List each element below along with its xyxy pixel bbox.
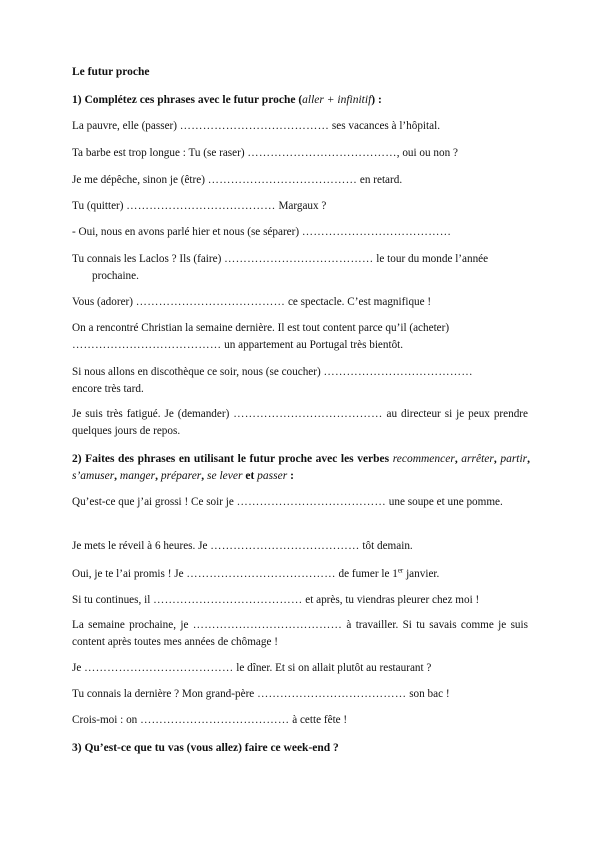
item-text: Je me dépêche, sinon je (être) — [72, 174, 208, 186]
exercise2-item-1 — [72, 494, 528, 511]
answer-blank[interactable]: ………………………………… — [247, 147, 397, 159]
exercise2-item-6 — [72, 660, 528, 677]
verb: se lever — [207, 470, 243, 482]
exercise1-item-3 — [72, 172, 528, 189]
answer-blank[interactable]: ………………………………… — [72, 339, 222, 351]
item-text: On a rencontré Christian la semaine dernière. Il est tout content parce qu’il (acheter) — [72, 322, 450, 334]
item-text: en retard. — [357, 174, 403, 186]
item-text: Tu (quitter) — [72, 200, 127, 212]
item-text: au directeur si je peux prendre quelques jours de repos. — [72, 408, 528, 437]
item-text: à cette fête ! — [289, 714, 348, 726]
item-text: Je mets le réveil à 6 heures. Je — [72, 540, 211, 552]
answer-blank[interactable]: ………………………………… — [186, 568, 336, 580]
exercise1-item-9 — [72, 364, 528, 398]
answer-blank[interactable]: ………………………………… — [179, 120, 330, 132]
exercise1-item-6 — [72, 251, 528, 285]
verb: arrêter — [461, 453, 494, 465]
section2-heading-end: : — [287, 470, 294, 482]
answer-blank[interactable]: ………………………………… — [257, 688, 407, 700]
exercise1-item-1 — [72, 118, 528, 135]
item-text: encore très tard. — [72, 383, 144, 395]
verb: partir — [500, 453, 528, 465]
verb: s’amuser — [72, 470, 115, 482]
section2-heading-and: et — [242, 470, 258, 482]
item-text-continued: prochaine. — [92, 270, 139, 282]
item-text: ce spectacle. C’est magnifique ! — [285, 296, 432, 308]
item-text: à travailler. Si tu savais comme je suis content après toutes mes années de chômage ! — [72, 619, 528, 648]
exercise2-item-7 — [72, 686, 528, 703]
exercise2-item-4 — [72, 592, 528, 609]
item-text: Ta barbe est trop longue : Tu (se raser) — [72, 147, 248, 159]
superscript: er — [397, 566, 404, 575]
answer-blank[interactable]: ………………………………… — [236, 496, 386, 508]
item-text: son bac ! — [406, 688, 450, 700]
exercise2-item-2 — [72, 538, 528, 555]
section1-heading-italic: aller + infinitif — [302, 94, 372, 106]
item-text: - Oui, nous en avons parlé hier et nous (se séparer) — [72, 226, 302, 238]
exercise2-item-3 — [72, 566, 528, 583]
exercise1-item-4 — [72, 198, 528, 215]
answer-blank[interactable]: ………………………………… — [126, 200, 276, 212]
section3-heading: 3) Qu’est-ce que tu vas (vous allez) faire ce week-end ? — [72, 742, 339, 754]
item-text: une soupe et une pomme. — [386, 496, 503, 508]
item-text: Si nous allons en discothèque ce soir, nous (se coucher) — [72, 366, 324, 378]
item-text: Margaux ? — [275, 200, 327, 212]
answer-blank[interactable]: ………………………………… — [210, 540, 360, 552]
exercise1-item-7 — [72, 294, 528, 311]
exercise2-item-8 — [72, 712, 528, 729]
answer-blank[interactable]: ………………………………… — [207, 174, 358, 186]
answer-blank[interactable]: ………………………………… — [140, 714, 290, 726]
verb: préparer — [160, 470, 202, 482]
exercise1-item-5 — [72, 224, 528, 241]
section2-heading-text: 2) Faites des phrases en utilisant le futur proche avec les verbes — [72, 453, 393, 465]
section1-heading-text: 1) Complétez ces phrases avec le futur proche ( — [72, 94, 303, 106]
item-text: Qu’est-ce que j’ai grossi ! Ce soir je — [72, 496, 237, 508]
item-text: janvier. — [403, 568, 440, 580]
section1-heading-end: ) : — [371, 94, 382, 106]
verb: recommencer — [392, 453, 455, 465]
item-text: Crois-moi : on — [72, 714, 141, 726]
item-text: de fumer le 1 — [335, 568, 398, 580]
item-text: Tu connais la dernière ? Mon grand-père — [72, 688, 258, 700]
item-text: La pauvre, elle (passer) — [72, 120, 180, 132]
page-title: Le futur proche — [72, 66, 150, 78]
answer-blank[interactable]: ………………………………… — [301, 226, 452, 238]
item-text: Si tu continues, il — [72, 594, 154, 606]
item-text: ses vacances à l’hôpital. — [329, 120, 441, 132]
item-text: Je suis très fatigué. Je (demander) — [72, 408, 234, 420]
answer-blank[interactable]: ………………………………… — [84, 662, 234, 674]
item-text: tôt demain. — [359, 540, 413, 552]
answer-blank[interactable]: ………………………………… — [224, 253, 374, 265]
item-text: Tu connais les Laclos ? Ils (faire) — [72, 253, 225, 265]
verb: passer — [257, 470, 288, 482]
exercise2-item-5 — [72, 617, 528, 651]
section1-heading — [72, 92, 530, 109]
answer-blank[interactable]: ………………………………… — [192, 619, 343, 631]
exercise1-item-10 — [72, 406, 528, 440]
answer-blank[interactable]: ………………………………… — [153, 594, 303, 606]
item-text: , oui ou non ? — [396, 147, 458, 159]
item-text: Oui, je te l’ai promis ! Je — [72, 568, 187, 580]
item-text: un appartement au Portugal très bientôt. — [221, 339, 404, 351]
answer-blank[interactable]: ………………………………… — [233, 408, 383, 420]
item-text: Vous (adorer) — [72, 296, 136, 308]
answer-blank[interactable]: ………………………………… — [323, 366, 473, 378]
item-text: La semaine prochaine, je — [72, 619, 193, 631]
verb: manger — [119, 470, 156, 482]
item-text: le dîner. Et si on allait plutôt au restaurant ? — [233, 662, 432, 674]
item-text: et après, tu viendras pleurer chez moi ! — [302, 594, 480, 606]
section2-heading: 2) Faites des phrases en utilisant le futur proche avec les verbes recommencer, arrêter, partir, s’amuser, manger, préparer, se lever et passer : — [72, 453, 531, 482]
item-text: Je — [72, 662, 85, 674]
exercise1-item-2 — [72, 145, 528, 162]
answer-blank[interactable]: ………………………………… — [135, 296, 286, 308]
item-text: le tour du monde l’année — [373, 253, 489, 265]
exercise1-item-8 — [72, 320, 528, 354]
